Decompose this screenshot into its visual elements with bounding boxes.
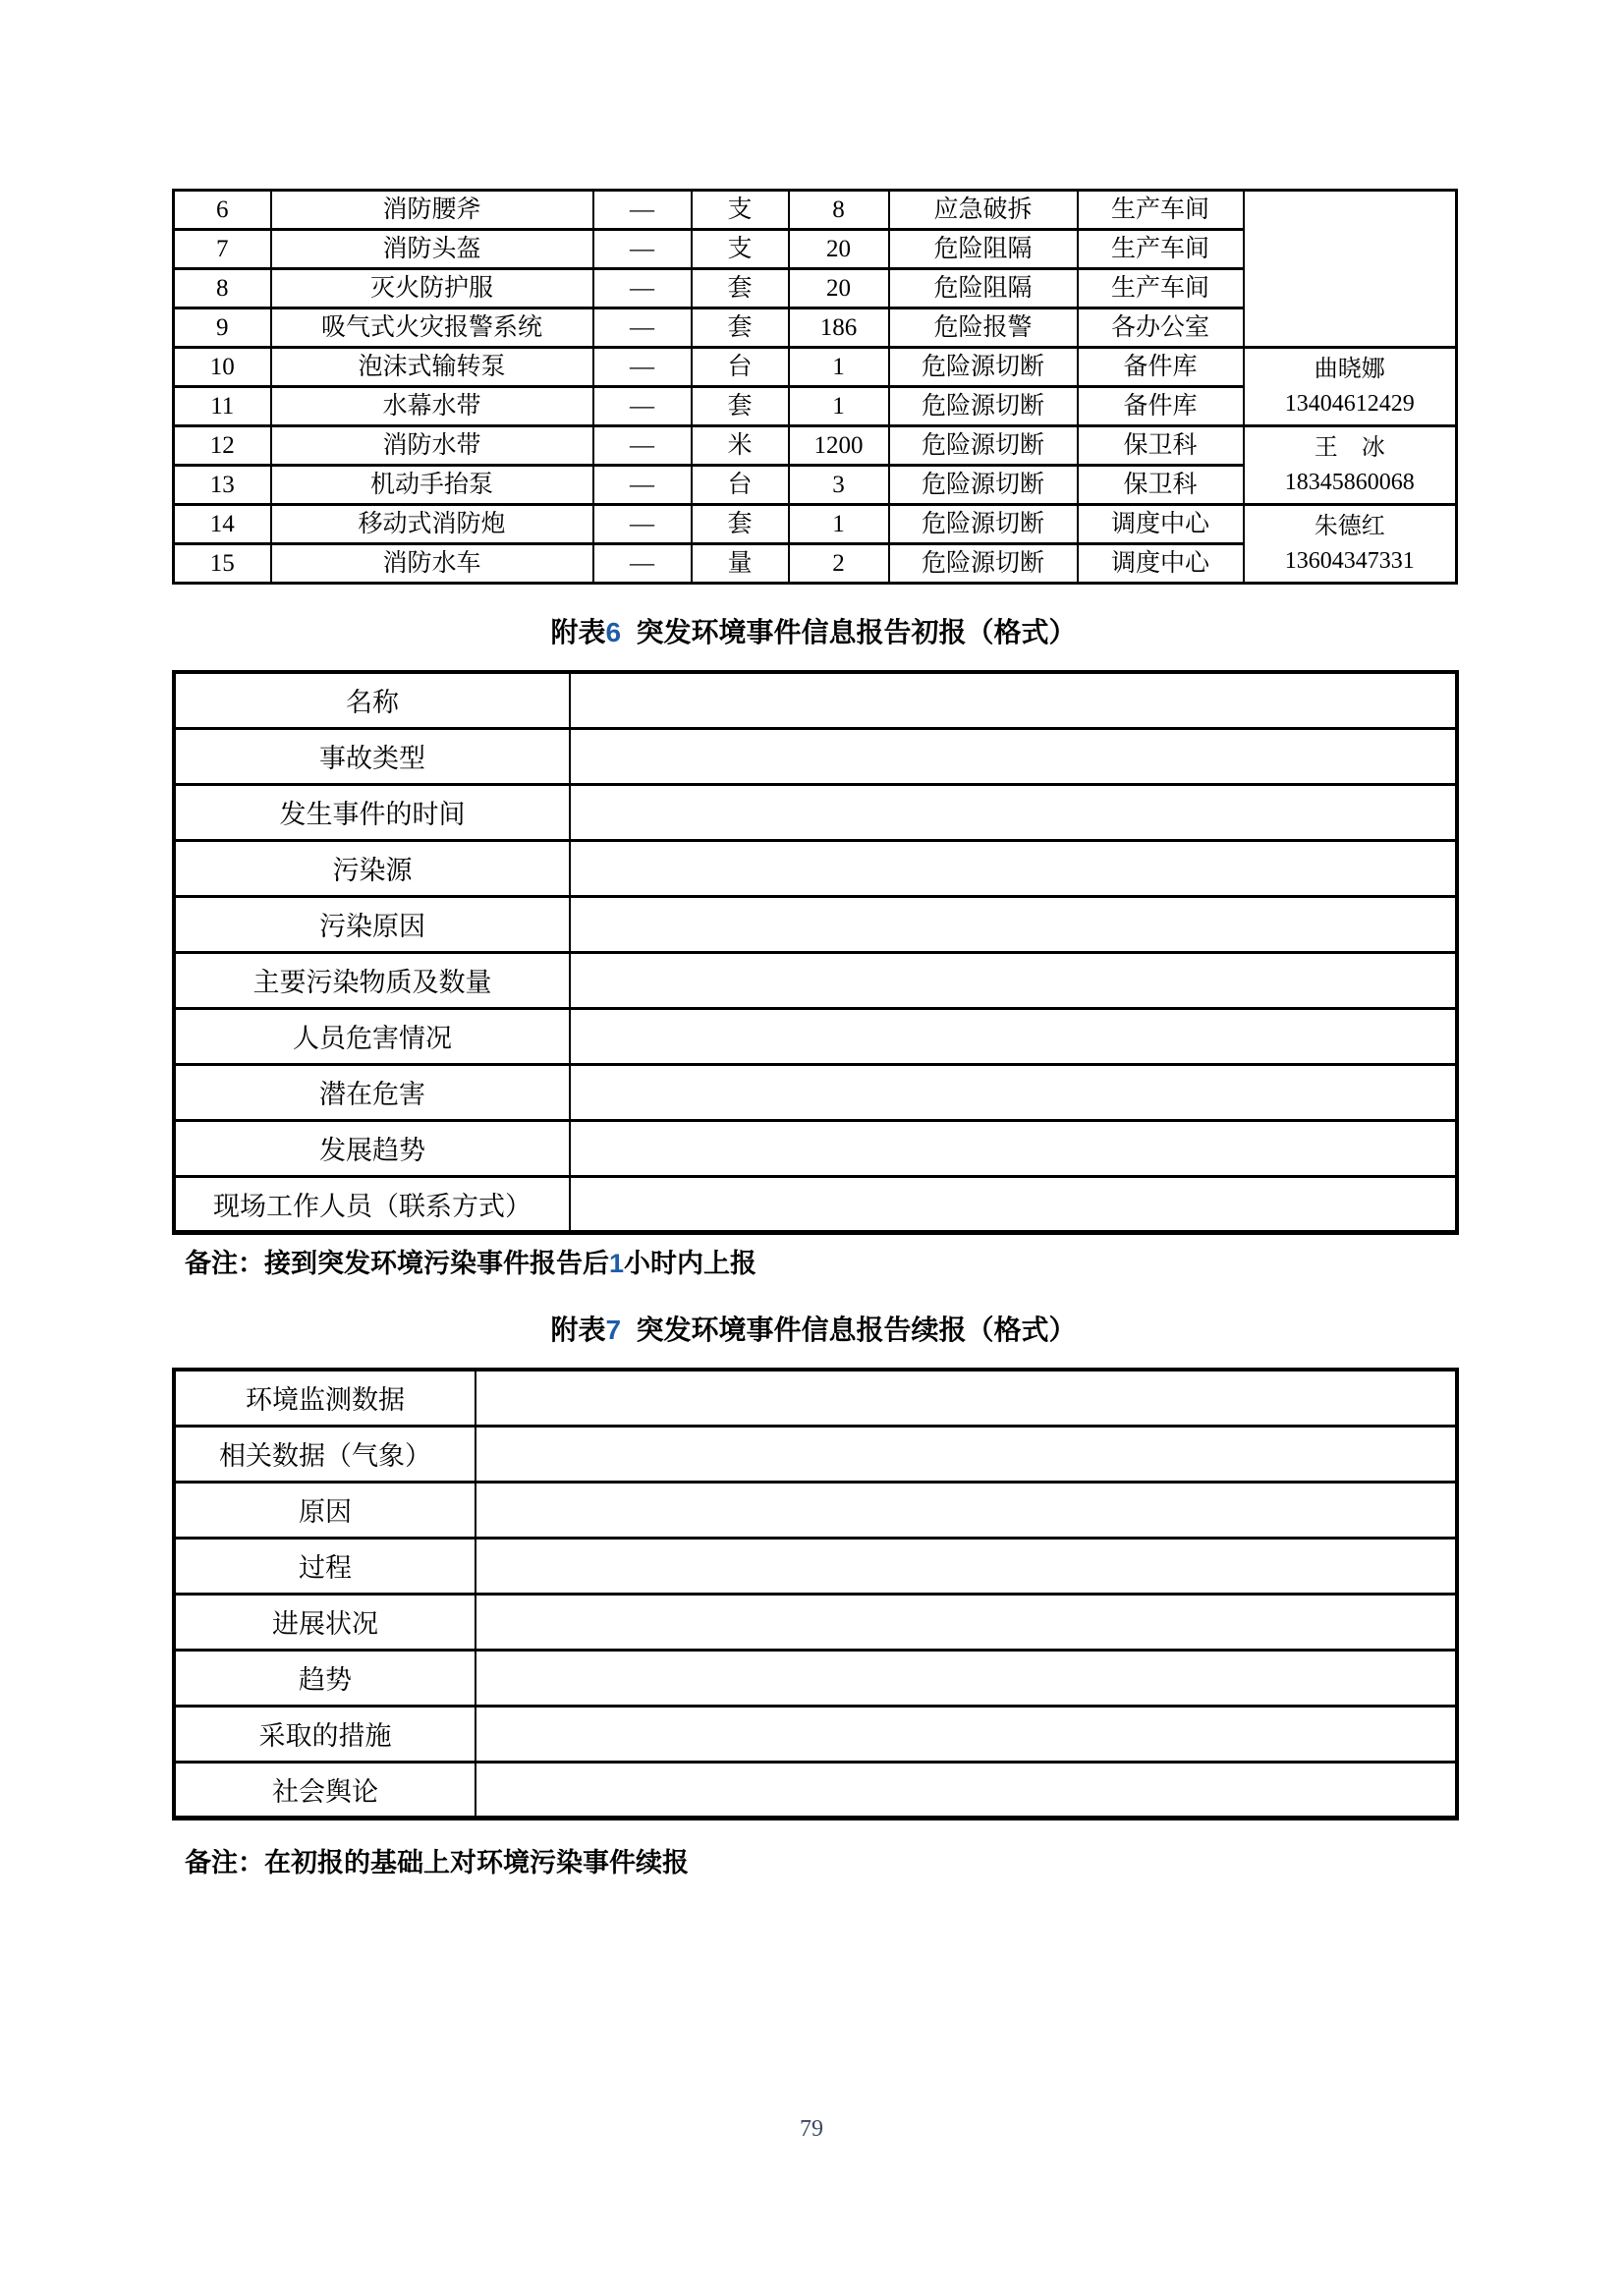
cell-name: 消防腰斧 bbox=[271, 191, 593, 230]
cell-contact bbox=[1244, 348, 1457, 426]
page-number: 79 bbox=[800, 2116, 823, 2142]
cell-unit: 台 bbox=[692, 466, 789, 505]
form-row bbox=[174, 672, 1457, 728]
cell-quantity: 8 bbox=[789, 191, 889, 230]
cell-contact bbox=[1244, 505, 1457, 584]
table6-note-suffix: 小时内上报 bbox=[624, 1249, 757, 1278]
table7-title-number: 7 bbox=[605, 1315, 622, 1345]
cell-model: — bbox=[593, 505, 692, 544]
cell-purpose: 危险源切断 bbox=[889, 544, 1078, 584]
table6-title-number: 6 bbox=[605, 617, 622, 647]
form-row bbox=[174, 1426, 1457, 1482]
cell-model: — bbox=[593, 544, 692, 584]
form-row-value bbox=[570, 672, 1457, 728]
form-row bbox=[174, 728, 1457, 784]
equipment-table bbox=[172, 189, 1458, 585]
cell-quantity: 1 bbox=[789, 505, 889, 544]
cell-number: 6 bbox=[174, 191, 271, 230]
cell-quantity: 186 bbox=[789, 308, 889, 348]
equipment-row bbox=[174, 505, 1457, 544]
cell-model: — bbox=[593, 191, 692, 230]
cell-location: 调度中心 bbox=[1078, 505, 1244, 544]
cell-unit: 支 bbox=[692, 191, 789, 230]
cell-model: — bbox=[593, 308, 692, 348]
form-row-label: 进展状况 bbox=[174, 1594, 476, 1650]
form-row-label: 污染原因 bbox=[174, 896, 570, 952]
cell-model: — bbox=[593, 426, 692, 466]
form-row bbox=[174, 1064, 1457, 1120]
form-row-value bbox=[570, 896, 1457, 952]
cell-name: 水幕水带 bbox=[271, 387, 593, 426]
cell-purpose: 危险源切断 bbox=[889, 348, 1078, 387]
cell-model: — bbox=[593, 348, 692, 387]
cell-unit: 套 bbox=[692, 269, 789, 308]
cell-model: — bbox=[593, 387, 692, 426]
form-row-label: 潜在危害 bbox=[174, 1064, 570, 1120]
form-row-value bbox=[570, 1176, 1457, 1232]
form-row-label: 过程 bbox=[174, 1538, 476, 1594]
cell-unit: 套 bbox=[692, 308, 789, 348]
form-row bbox=[174, 1176, 1457, 1232]
contact-name: 朱德红 bbox=[1314, 513, 1385, 539]
cell-location: 保卫科 bbox=[1078, 466, 1244, 505]
cell-quantity: 2 bbox=[789, 544, 889, 584]
form-row bbox=[174, 1120, 1457, 1176]
cell-name: 吸气式火灾报警系统 bbox=[271, 308, 593, 348]
cell-number: 15 bbox=[174, 544, 271, 584]
form-row-label: 人员危害情况 bbox=[174, 1008, 570, 1064]
form-row-label: 名称 bbox=[174, 672, 570, 728]
form-row bbox=[174, 1008, 1457, 1064]
form-row-value bbox=[570, 952, 1457, 1008]
initial-report-table bbox=[172, 670, 1459, 1235]
equipment-table-body bbox=[174, 191, 1457, 584]
form-row-value bbox=[476, 1762, 1457, 1818]
cell-location: 生产车间 bbox=[1078, 191, 1244, 230]
form-row-value bbox=[570, 840, 1457, 896]
cell-name: 消防水车 bbox=[271, 544, 593, 584]
cell-location: 备件库 bbox=[1078, 348, 1244, 387]
form-row-label: 发展趋势 bbox=[174, 1120, 570, 1176]
equipment-row bbox=[174, 348, 1457, 387]
cell-purpose: 危险源切断 bbox=[889, 505, 1078, 544]
form-row-value bbox=[476, 1650, 1457, 1706]
form-row bbox=[174, 1482, 1457, 1538]
cell-unit: 台 bbox=[692, 348, 789, 387]
cell-number: 12 bbox=[174, 426, 271, 466]
cell-location: 保卫科 bbox=[1078, 426, 1244, 466]
form-row-label: 发生事件的时间 bbox=[174, 784, 570, 840]
form-row bbox=[174, 1762, 1457, 1818]
form-row-value bbox=[476, 1706, 1457, 1762]
form-row-label: 社会舆论 bbox=[174, 1762, 476, 1818]
cell-name: 机动手抬泵 bbox=[271, 466, 593, 505]
form-row-value bbox=[570, 1064, 1457, 1120]
table6-title bbox=[172, 611, 1455, 650]
form-row-value bbox=[476, 1370, 1457, 1426]
cell-unit: 支 bbox=[692, 230, 789, 269]
cell-purpose: 危险源切断 bbox=[889, 466, 1078, 505]
table7-title-prefix: 附表 bbox=[550, 1315, 606, 1345]
cell-number: 9 bbox=[174, 308, 271, 348]
form-row-value bbox=[476, 1426, 1457, 1482]
cell-unit: 套 bbox=[692, 387, 789, 426]
cell-unit: 量 bbox=[692, 544, 789, 584]
followup-report-table bbox=[172, 1368, 1459, 1820]
cell-model: — bbox=[593, 230, 692, 269]
cell-name: 泡沫式输转泵 bbox=[271, 348, 593, 387]
contact-name: 曲晓娜 bbox=[1314, 356, 1385, 382]
equipment-row bbox=[174, 426, 1457, 466]
contact-name: 王 冰 bbox=[1314, 434, 1385, 461]
cell-contact bbox=[1244, 426, 1457, 505]
cell-quantity: 3 bbox=[789, 466, 889, 505]
form-row-label: 环境监测数据 bbox=[174, 1370, 476, 1426]
form-row-label: 采取的措施 bbox=[174, 1706, 476, 1762]
cell-purpose: 应急破拆 bbox=[889, 191, 1078, 230]
cell-location: 生产车间 bbox=[1078, 269, 1244, 308]
cell-purpose: 危险源切断 bbox=[889, 426, 1078, 466]
cell-number: 13 bbox=[174, 466, 271, 505]
cell-purpose: 危险源切断 bbox=[889, 387, 1078, 426]
cell-purpose: 危险阻隔 bbox=[889, 269, 1078, 308]
cell-unit: 套 bbox=[692, 505, 789, 544]
cell-quantity: 1 bbox=[789, 387, 889, 426]
form-row-label: 主要污染物质及数量 bbox=[174, 952, 570, 1008]
contact-phone: 18345860068 bbox=[1284, 469, 1415, 495]
followup-report-table-body bbox=[174, 1370, 1457, 1818]
table7-note: 备注：在初报的基础上对环境污染事件续报 bbox=[185, 1848, 689, 1877]
cell-location: 调度中心 bbox=[1078, 544, 1244, 584]
form-row bbox=[174, 784, 1457, 840]
form-row bbox=[174, 896, 1457, 952]
cell-purpose: 危险报警 bbox=[889, 308, 1078, 348]
cell-quantity: 1 bbox=[789, 348, 889, 387]
form-row-label: 相关数据（气象） bbox=[174, 1426, 476, 1482]
cell-name: 消防水带 bbox=[271, 426, 593, 466]
form-row-label: 现场工作人员（联系方式） bbox=[174, 1176, 570, 1232]
form-row bbox=[174, 952, 1457, 1008]
form-row bbox=[174, 840, 1457, 896]
cell-name: 移动式消防炮 bbox=[271, 505, 593, 544]
cell-purpose: 危险阻隔 bbox=[889, 230, 1078, 269]
table7-title bbox=[172, 1309, 1455, 1348]
cell-unit: 米 bbox=[692, 426, 789, 466]
cell-number: 11 bbox=[174, 387, 271, 426]
table7-title-text: 突发环境事件信息报告续报（格式） bbox=[636, 1315, 1077, 1345]
form-row-value bbox=[570, 1120, 1457, 1176]
cell-number: 7 bbox=[174, 230, 271, 269]
cell-name: 消防头盔 bbox=[271, 230, 593, 269]
cell-number: 10 bbox=[174, 348, 271, 387]
form-row bbox=[174, 1538, 1457, 1594]
initial-report-table-body bbox=[174, 672, 1457, 1232]
form-row-label: 污染源 bbox=[174, 840, 570, 896]
table6-title-prefix: 附表 bbox=[550, 617, 606, 647]
cell-model: — bbox=[593, 466, 692, 505]
equipment-row bbox=[174, 191, 1457, 230]
cell-location: 备件库 bbox=[1078, 387, 1244, 426]
cell-contact bbox=[1244, 191, 1457, 348]
contact-phone: 13604347331 bbox=[1284, 547, 1415, 574]
form-row bbox=[174, 1706, 1457, 1762]
form-row-label: 趋势 bbox=[174, 1650, 476, 1706]
form-row-value bbox=[570, 728, 1457, 784]
form-row-value bbox=[476, 1594, 1457, 1650]
form-row bbox=[174, 1650, 1457, 1706]
cell-location: 生产车间 bbox=[1078, 230, 1244, 269]
table6-note bbox=[185, 1242, 1468, 1280]
table6-note-prefix: 备注：接到突发环境污染事件报告后 bbox=[185, 1249, 609, 1278]
cell-quantity: 20 bbox=[789, 269, 889, 308]
form-row-label: 事故类型 bbox=[174, 728, 570, 784]
cell-location: 各办公室 bbox=[1078, 308, 1244, 348]
contact-phone: 13404612429 bbox=[1284, 390, 1415, 417]
form-row-value bbox=[570, 1008, 1457, 1064]
form-row bbox=[174, 1594, 1457, 1650]
cell-model: — bbox=[593, 269, 692, 308]
cell-number: 14 bbox=[174, 505, 271, 544]
cell-quantity: 1200 bbox=[789, 426, 889, 466]
form-row-label: 原因 bbox=[174, 1482, 476, 1538]
table6-title-text: 突发环境事件信息报告初报（格式） bbox=[636, 617, 1077, 647]
table6-note-number: 1 bbox=[609, 1249, 625, 1278]
form-row bbox=[174, 1370, 1457, 1426]
cell-quantity: 20 bbox=[789, 230, 889, 269]
cell-name: 灭火防护服 bbox=[271, 269, 593, 308]
form-row-value bbox=[570, 784, 1457, 840]
cell-number: 8 bbox=[174, 269, 271, 308]
form-row-value bbox=[476, 1482, 1457, 1538]
form-row-value bbox=[476, 1538, 1457, 1594]
